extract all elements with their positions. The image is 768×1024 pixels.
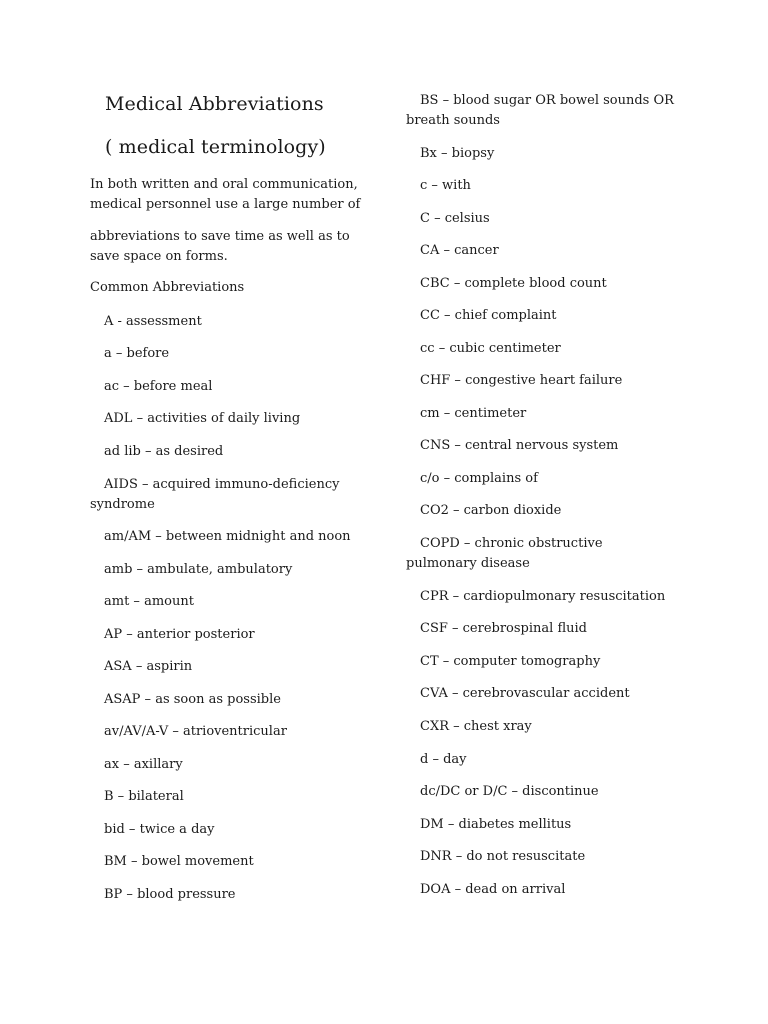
abbreviation-entry: CA – cancer bbox=[420, 243, 499, 258]
abbreviation-entry: CO2 – carbon dioxide bbox=[420, 503, 562, 518]
abbreviation-entry: CBC – complete blood count bbox=[420, 276, 607, 291]
abbreviation-entry: CNS – central nervous system bbox=[420, 438, 619, 453]
abbreviation-entry: ASAP – as soon as possible bbox=[104, 692, 281, 707]
abbreviation-entry: CXR – chest xray bbox=[420, 719, 532, 734]
abbreviation-entry: d – day bbox=[420, 752, 467, 767]
abbreviation-entry: Bx – biopsy bbox=[420, 146, 495, 161]
abbreviation-entry: ASA – aspirin bbox=[104, 659, 193, 674]
abbreviation-entry: CT – computer tomography bbox=[420, 654, 601, 669]
section-heading: Common Abbreviations bbox=[90, 280, 245, 295]
abbreviation-entry: C – celsius bbox=[420, 211, 490, 226]
abbreviation-entry: ADL – activities of daily living bbox=[104, 411, 301, 426]
abbreviation-entry: cc – cubic centimeter bbox=[420, 341, 561, 356]
abbreviation-entry: DNR – do not resuscitate bbox=[420, 849, 586, 864]
abbreviation-entry: COPD – chronic obstructive pulmonary disease bbox=[406, 536, 603, 571]
abbreviation-entry: CC – chief complaint bbox=[420, 308, 557, 323]
intro-paragraph-2: abbreviations to save time as well as to save space on forms. bbox=[90, 229, 350, 264]
abbreviation-entry: B – bilateral bbox=[104, 789, 184, 804]
abbreviation-entry: amt – amount bbox=[104, 594, 194, 609]
abbreviation-entry: CHF – congestive heart failure bbox=[420, 373, 623, 388]
abbreviation-entry: am/AM – between midnight and noon bbox=[104, 529, 351, 544]
abbreviation-entry: AP – anterior posterior bbox=[104, 627, 255, 642]
abbreviation-entry: DOA – dead on arrival bbox=[420, 882, 566, 897]
document-subtitle: ( medical terminology) bbox=[105, 136, 326, 158]
abbreviation-entry: c – with bbox=[420, 178, 471, 193]
abbreviation-entry: c/o – complains of bbox=[420, 471, 538, 486]
abbreviation-entry: amb – ambulate, ambulatory bbox=[104, 562, 293, 577]
abbreviation-entry: bid – twice a day bbox=[104, 822, 215, 837]
abbreviation-entry: A - assessment bbox=[104, 314, 202, 329]
abbreviation-entry: BM – bowel movement bbox=[104, 854, 254, 869]
abbreviation-entry: CVA – cerebrovascular accident bbox=[420, 686, 630, 701]
abbreviation-entry: CPR – cardiopulmonary resuscitation bbox=[420, 589, 666, 604]
abbreviation-entry: ax – axillary bbox=[104, 757, 183, 772]
abbreviation-entry: cm – centimeter bbox=[420, 406, 527, 421]
abbreviation-entry: a – before bbox=[104, 346, 170, 361]
abbreviation-entry: AIDS – acquired immuno-deficiency syndrome bbox=[90, 477, 340, 512]
abbreviation-entry: av/AV/A-V – atrioventricular bbox=[104, 724, 287, 739]
abbreviation-entry: BP – blood pressure bbox=[104, 887, 236, 902]
abbreviation-entry: ad lib – as desired bbox=[104, 444, 224, 459]
abbreviation-entry: dc/DC or D/C – discontinue bbox=[420, 784, 599, 799]
abbreviation-entry: ac – before meal bbox=[104, 379, 213, 394]
abbreviation-entry: BS – blood sugar OR bowel sounds OR breath sounds bbox=[406, 93, 674, 128]
abbreviation-entry: CSF – cerebrospinal fluid bbox=[420, 621, 587, 636]
document-title: Medical Abbreviations bbox=[105, 93, 324, 115]
abbreviation-entry: DM – diabetes mellitus bbox=[420, 817, 572, 832]
intro-paragraph-1: In both written and oral communication, medical personnel use a large number of bbox=[90, 177, 361, 212]
